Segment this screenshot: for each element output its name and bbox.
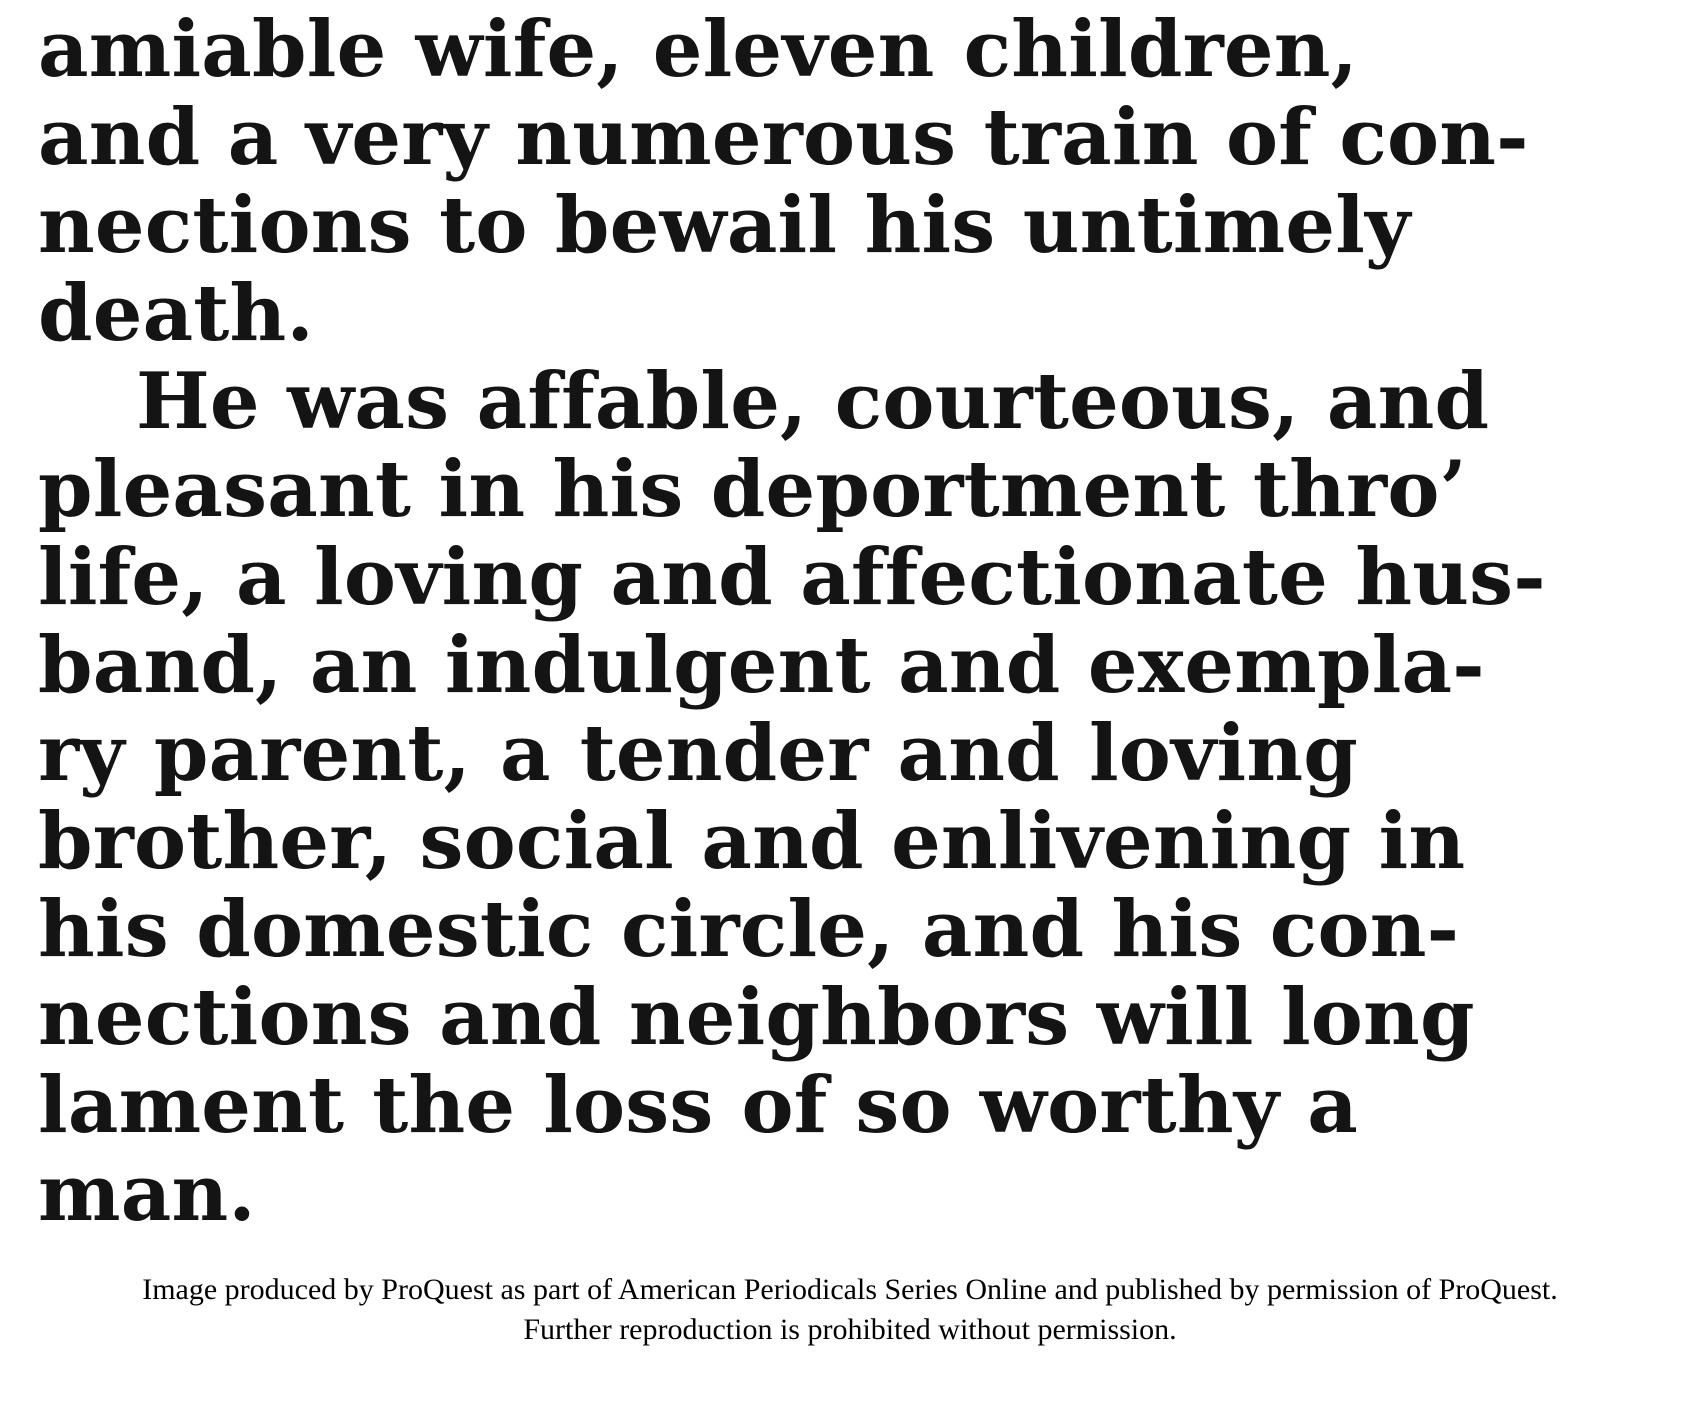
copyright-notice bbox=[0, 1270, 1700, 1350]
text-line: nections to bewail his untimely bbox=[38, 180, 1411, 271]
text-line: pleasant in his deportment thro’ bbox=[38, 444, 1467, 535]
copyright-line-1: Image produced by ProQuest as part of American Periodicals Series Online and published by permission of ProQuest. bbox=[142, 1273, 1558, 1306]
text-line: band, an indulgent and exempla- bbox=[38, 620, 1485, 711]
text-line: death. bbox=[38, 268, 314, 359]
text-line: lament the loss of so worthy a bbox=[38, 1060, 1358, 1151]
text-line: man. bbox=[38, 1148, 256, 1239]
text-line: life, a loving and affectionate hus- bbox=[38, 532, 1546, 623]
text-line: ry parent, a tender and loving bbox=[38, 708, 1358, 799]
article-text-column bbox=[38, 0, 1546, 1252]
paragraph-start-line: He was affable, courteous, and bbox=[136, 356, 1490, 447]
copyright-line-2: Further reproduction is prohibited without permission. bbox=[523, 1313, 1177, 1346]
text-line: amiable wife, eleven children, bbox=[38, 4, 1358, 95]
text-line: nections and neighbors will long bbox=[38, 972, 1475, 1063]
text-line: his domestic circle, and his con- bbox=[38, 884, 1460, 975]
text-line: brother, social and enlivening in bbox=[38, 796, 1466, 887]
text-line: and a very numerous train of con- bbox=[38, 92, 1529, 183]
